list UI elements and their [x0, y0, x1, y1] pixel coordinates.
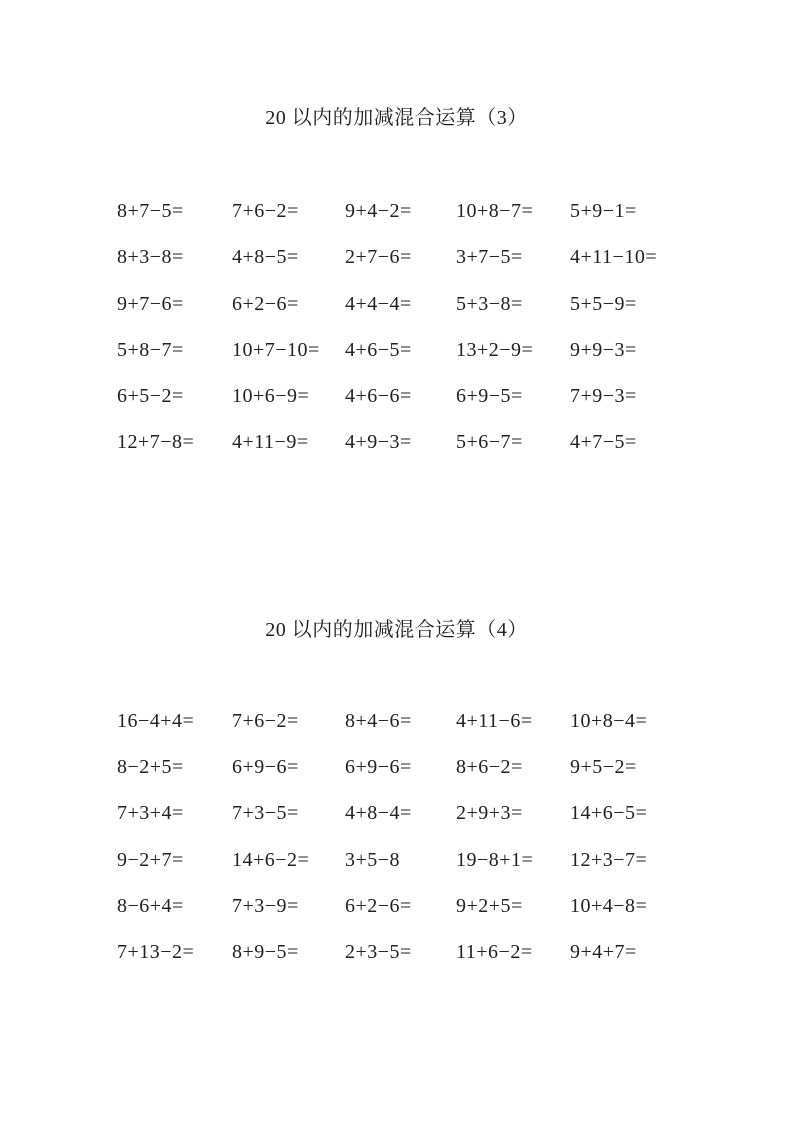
problem-cell: 6+9−6=	[345, 756, 412, 779]
problem-cell: 7+13−2=	[117, 941, 195, 964]
problem-cell: 6+2−6=	[345, 894, 412, 917]
problem-cell: 10+7−10=	[232, 338, 320, 361]
worksheet-title-3: 20 以内的加减混合运算（3）	[265, 107, 528, 129]
worksheet-title-4: 20 以内的加减混合运算（4）	[265, 618, 528, 641]
problem-cell: 10+6−9=	[232, 385, 310, 408]
problem-cell: 4+8−5=	[232, 246, 299, 269]
worksheet-section-3	[0, 0, 793, 478]
problem-cell: 8+3−8=	[117, 246, 184, 269]
problem-cell: 9+5−2=	[570, 756, 637, 779]
problem-cell: 9+7−6=	[117, 292, 184, 315]
problem-cell: 4+4−4=	[345, 292, 412, 315]
problem-cell: 7+3−9=	[232, 894, 299, 917]
problem-cell: 14+6−2=	[232, 848, 310, 871]
problem-cell: 9+2+5=	[456, 894, 523, 917]
problem-cell: 8−6+4=	[117, 894, 184, 917]
problem-cell: 5+3−8=	[456, 292, 523, 315]
problem-cell: 8+6−2=	[456, 756, 523, 779]
problem-cell: 4+8−4=	[345, 802, 412, 825]
problem-cell: 4+6−6=	[345, 385, 412, 408]
problem-cell: 3+7−5=	[456, 246, 523, 269]
problem-cell: 4+11−10=	[570, 246, 658, 269]
problem-grid-3	[117, 200, 677, 478]
problem-cell: 7+6−2=	[232, 200, 299, 222]
problem-cell: 5+8−7=	[117, 338, 184, 361]
problem-cell: 4+6−5=	[345, 338, 412, 361]
problem-cell: 6+5−2=	[117, 385, 184, 408]
problem-cell: 13+2−9=	[456, 338, 534, 361]
problem-cell: 19−8+1=	[456, 848, 534, 871]
problem-cell: 8−2+5=	[117, 756, 184, 779]
problem-cell: 6+2−6=	[232, 292, 299, 315]
problem-cell: 4+11−6=	[456, 709, 533, 732]
problem-cell: 12+3−7=	[570, 848, 648, 871]
problem-cell: 12+7−8=	[117, 431, 195, 454]
problem-cell: 5+9−1=	[570, 200, 637, 222]
problem-cell: 4+7−5=	[570, 431, 637, 454]
problem-cell: 3+5−8	[345, 848, 401, 871]
problem-grid-4	[117, 710, 677, 988]
problem-cell: 8+7−5=	[117, 200, 184, 222]
problem-cell: 4+11−9=	[232, 431, 309, 454]
problem-cell: 9−2+7=	[117, 848, 184, 871]
problem-cell: 10+8−7=	[456, 200, 534, 222]
problem-cell: 4+9−3=	[345, 431, 412, 454]
problem-cell: 10+8−4=	[570, 709, 648, 732]
problem-cell: 9+4+7=	[570, 941, 637, 964]
problem-cell: 7+3+4=	[117, 802, 184, 825]
problem-cell: 11+6−2=	[456, 941, 533, 964]
problem-cell: 2+9+3=	[456, 802, 523, 825]
problem-cell: 2+7−6=	[345, 246, 412, 269]
problem-cell: 9+9−3=	[570, 338, 637, 361]
worksheet-section-4	[0, 478, 793, 988]
problem-cell: 8+4−6=	[345, 709, 412, 732]
problem-cell: 14+6−5=	[570, 802, 648, 825]
problem-cell: 9+4−2=	[345, 200, 412, 222]
problem-cell: 10+4−8=	[570, 894, 648, 917]
problem-cell: 16−4+4=	[117, 709, 195, 732]
problem-cell: 7+9−3=	[570, 385, 637, 408]
problem-cell: 6+9−6=	[232, 756, 299, 779]
problem-cell: 8+9−5=	[232, 941, 299, 964]
problem-cell: 6+9−5=	[456, 385, 523, 408]
problem-cell: 2+3−5=	[345, 941, 412, 964]
problem-cell: 5+5−9=	[570, 292, 637, 315]
problem-cell: 7+3−5=	[232, 802, 299, 825]
problem-cell: 7+6−2=	[232, 709, 299, 732]
problem-cell: 5+6−7=	[456, 431, 523, 454]
